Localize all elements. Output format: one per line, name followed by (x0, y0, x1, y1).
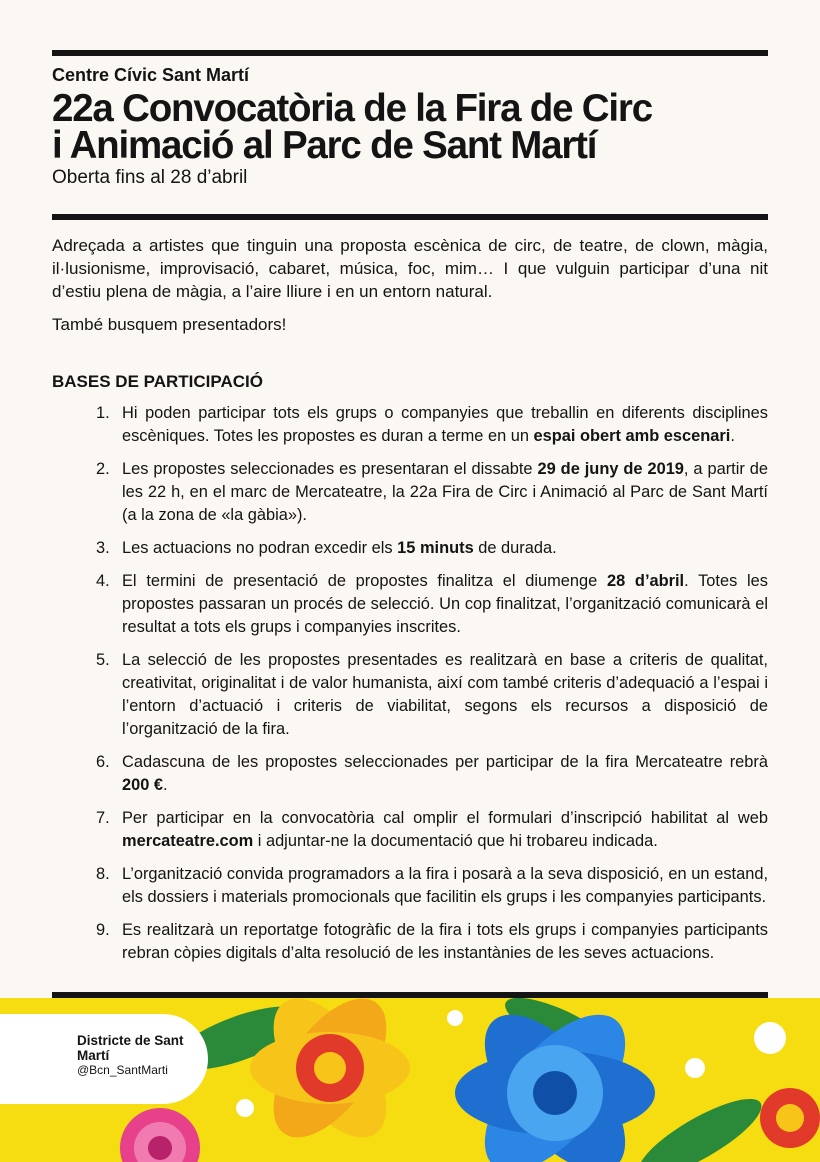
bases-item-text-part: , a partir de les 22 h, en el marc de Mercateatre, la 22a Fira de Circ i Animació al Parc de Sant Martí (a la zona de «la gàbia»). (122, 460, 768, 524)
bases-item-text (122, 649, 768, 741)
intro-paragraph: Adreçada a artistes que tinguin una proposta escènica de circ, de teatre, de clown, màgia, il·lusionisme, improvisació, cabaret, música, foc, mim… I que vulguin participar d’una nit d’estiu plena de màgia, a l’aire lliure i en un entorn natural. (52, 236, 768, 301)
bases-item-text-part: L’organització convida programadors a la fira i posarà a la seva disposició, en un estand, els dossiers i materials promocionals que facilitin els grups i les companyies participants. (122, 865, 768, 906)
bases-item-number: 4. (96, 572, 110, 590)
bases-item-text-part: Es realitzarà un reportatge fotogràfic de la fira i tots els grups i companyies participants rebran còpies digitals d’alta resolució de les instantànies de les seves actuacions. (122, 921, 768, 962)
bases-list (96, 402, 768, 975)
organization-name: Centre Cívic Sant Martí (52, 65, 250, 85)
bases-item-highlight: espai obert amb escenari (533, 427, 731, 445)
bases-item (96, 537, 768, 560)
title-line-2: i Animació al Parc de Sant Martí (52, 124, 597, 167)
bases-item-text-part: El termini de presentació de propostes finalitza el diumenge (122, 572, 607, 590)
bases-heading: BASES DE PARTICIPACIÓ (52, 372, 263, 391)
bases-item-text (122, 807, 768, 853)
bases-item-highlight: 28 d’abril (606, 572, 685, 590)
deadline-subtitle: Oberta fins al 28 d’abril (52, 167, 248, 188)
bases-item-number: 6. (96, 753, 110, 771)
bases-item-number: 1. (96, 404, 110, 422)
bases-item (96, 751, 768, 797)
bases-item-number: 9. (96, 921, 110, 939)
bases-item-highlight: 29 de juny de 2019 (537, 460, 684, 478)
bases-item (96, 649, 768, 741)
header-divider (52, 214, 768, 220)
bases-item-text (122, 570, 768, 639)
bases-item-text (122, 863, 768, 909)
bases-item (96, 570, 768, 639)
bases-item-text-part: i adjuntar-ne la documentació que hi trobareu indicada. (253, 832, 658, 850)
district-name: Districte de Sant Martí (77, 1033, 184, 1063)
intro-section (52, 234, 768, 336)
bases-item-text-part: Les propostes seleccionades es presentaran el dissabte (122, 460, 538, 478)
presenters-callout: També busquem presentadors! (52, 315, 287, 334)
bases-item (96, 863, 768, 909)
bases-item-number: 7. (96, 809, 110, 827)
bases-item-text-part: Cadascuna de les propostes seleccionades per participar de la fira Mercateatre rebrà (122, 753, 768, 771)
page-title (52, 87, 768, 167)
bases-item-text-part: La selecció de les propostes presentades es realitzarà en base a criteris de qualitat, creativitat, originalitat i de valor humanista, així com també criteris d’adequació a l’espai i l’entorn d’actuació i criteris de viabilitat, segons els recursos a disposició de l’organització de la fira. (122, 651, 768, 738)
bases-item-number: 2. (96, 460, 110, 478)
bases-item-number: 3. (96, 539, 110, 557)
title-line-1: 22a Convocatòria de la Fira de Circ (52, 87, 652, 130)
bases-item (96, 458, 768, 527)
bases-item (96, 807, 768, 853)
twitter-handle: @Bcn_SantMarti (77, 1063, 168, 1077)
bases-item-highlight: 15 minuts (397, 539, 474, 557)
bases-item-text-part: . (730, 427, 735, 445)
bases-item-text (122, 751, 768, 797)
bases-item-text-part: Les actuacions no podran excedir els (122, 539, 398, 557)
bases-item-text-part: de durada. (473, 539, 557, 557)
bases-item (96, 402, 768, 448)
bases-item-number: 8. (96, 865, 110, 883)
bases-item-highlight: mercateatre.com (122, 832, 254, 850)
header (52, 64, 768, 190)
bases-item (96, 919, 768, 965)
bases-item-text-part: Hi poden participar tots els grups o companyies que treballin en diferents disciplines escèniques. Totes les propostes es duran a terme en un (122, 404, 768, 445)
bases-item-text-part: Per participar en la convocatòria cal omplir el formulari d’inscripció habilitat al web (122, 809, 768, 827)
bases-item-text (122, 402, 768, 448)
district-badge-text (77, 1033, 207, 1078)
bases-item-text-part: . (163, 776, 168, 794)
bases-item-highlight: 200 € (122, 776, 164, 794)
bases-item-text (122, 458, 768, 527)
bases-item-text (122, 919, 768, 965)
top-divider (52, 50, 768, 56)
bases-item-number: 5. (96, 651, 110, 669)
bases-item-text (122, 537, 768, 560)
bases-item-text-part: . Totes les propostes passaran un procés de selecció. Un cop finalitzat, l’organització comunicarà el resultat a tots els grups i companyies inscrites. (122, 572, 768, 636)
